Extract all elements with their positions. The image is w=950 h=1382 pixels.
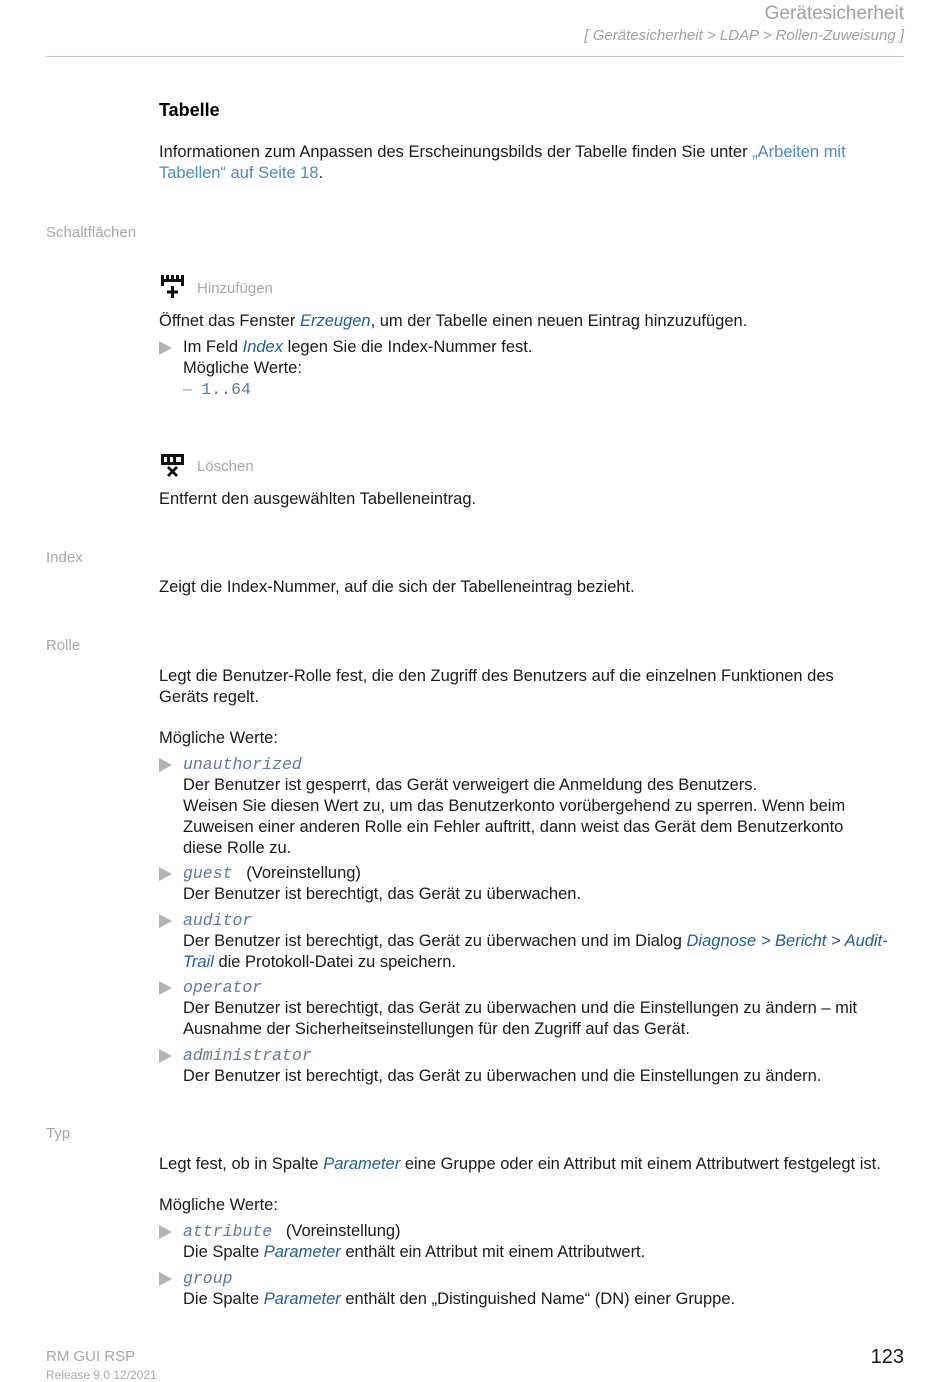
bullet-triangle-icon: [159, 1225, 172, 1239]
bullet-triangle-icon: [159, 1049, 172, 1063]
role-value: guest: [183, 864, 233, 883]
add-button-row: [159, 272, 273, 305]
typ-value: attribute: [183, 1222, 273, 1241]
list-item: operator Der Benutzer ist berechtigt, das Gerät zu überwachen und die Einstellungen zu ändern – mit Ausnahme der Sicherheitseinstellungen für den Zugriff auf das Gerät.: [159, 977, 911, 1040]
tabelle-description: Informationen zum Anpassen des Erscheinungsbilds der Tabelle finden Sie unter „Arbeiten mit Tabellen“ auf Seite 18.: [159, 143, 846, 182]
typ-description: Legt fest, ob in Spalte Parameter eine Gruppe oder ein Attribut mit einem Attributwert festgelegt ist.: [159, 1155, 881, 1173]
list-item: unauthorized Der Benutzer ist gesperrt, das Gerät verweigert die Anmeldung des Benutzers. Weisen Sie diesen Wert zu, um das Benutzerkonto vorübergehend zu sperren. Wenn beim Zuweisen einer anderen Rolle ein Fehler auftritt, dann weist das Gerät dem Benutzerkonto diese Rolle zu.: [159, 754, 911, 859]
list-item: group Die Spalte Parameter enthält den „Distinguished Name“ (DN) einer Gruppe.: [159, 1268, 911, 1310]
footer-release: Release 9.0 12/2021: [46, 1368, 157, 1382]
header-divider: [46, 56, 904, 57]
side-label-rolle: Rolle: [46, 637, 81, 654]
add-button-label: Hinzufügen: [197, 280, 273, 297]
bullet-triangle-icon: [159, 914, 172, 928]
list-item: attribute (Voreinstellung) Die Spalte Parameter enthält ein Attribut mit einem Attributwert.: [159, 1221, 911, 1263]
list-item: guest (Voreinstellung) Der Benutzer ist berechtigt, das Gerät zu überwachen.: [159, 863, 911, 905]
typ-value: group: [183, 1269, 233, 1288]
index-range: – 1..64: [183, 380, 251, 399]
tabelle-link[interactable]: „Arbeiten mit Tabellen“ auf Seite 18: [159, 143, 846, 182]
role-value: operator: [183, 978, 263, 997]
rolle-description: Legt die Benutzer-Rolle fest, die den Zugriff des Benutzers auf die einzelnen Funktionen des Geräts regelt.: [159, 667, 834, 706]
add-description: Öffnet das Fenster Erzeugen, um der Tabelle einen neuen Eintrag hinzuzufügen.: [159, 312, 748, 330]
typ-values-label: Mögliche Werte:: [159, 1196, 278, 1214]
rolle-values-label: Mögliche Werte:: [159, 729, 278, 747]
bullet-triangle-icon: [159, 341, 172, 355]
delete-description: Entfernt den ausgewählten Tabelleneintrag.: [159, 490, 477, 508]
table-delete-icon[interactable]: [159, 450, 187, 483]
section-heading-tabelle: Tabelle: [159, 100, 220, 120]
footer-product: RM GUI RSP: [46, 1348, 136, 1365]
role-value: auditor: [183, 911, 253, 930]
role-value: unauthorized: [183, 755, 302, 774]
page-number: 123: [870, 1346, 904, 1368]
side-label-index: Index: [46, 549, 83, 566]
add-index-bullet: Im Feld Index legen Sie die Index-Nummer fest. Mögliche Werte:: [159, 337, 911, 379]
delete-button-row: [159, 450, 254, 483]
list-item: auditor Der Benutzer ist berechtigt, das Gerät zu überwachen und im Dialog Diagnose > Bericht > Audit- Trail die Protokoll-Datei zu speichern.: [159, 910, 911, 973]
index-description: Zeigt die Index-Nummer, auf die sich der Tabelleneintrag bezieht.: [159, 578, 635, 596]
bullet-triangle-icon: [159, 1272, 172, 1286]
bullet-triangle-icon: [159, 981, 172, 995]
bullet-triangle-icon: [159, 867, 172, 881]
delete-button-label: Löschen: [197, 458, 254, 475]
side-label-typ: Typ: [46, 1125, 71, 1142]
table-add-icon[interactable]: [159, 272, 187, 305]
header-title: Gerätesicherheit: [764, 3, 904, 24]
side-label-schaltflaechen: Schaltflächen: [46, 224, 137, 241]
role-value: administrator: [183, 1046, 312, 1065]
bullet-triangle-icon: [159, 758, 172, 772]
list-item: administrator Der Benutzer ist berechtigt, das Gerät zu überwachen und die Einstellungen zu ändern.: [159, 1045, 911, 1087]
header-breadcrumb: [ Gerätesicherheit > LDAP > Rollen-Zuweisung ]: [584, 27, 904, 44]
